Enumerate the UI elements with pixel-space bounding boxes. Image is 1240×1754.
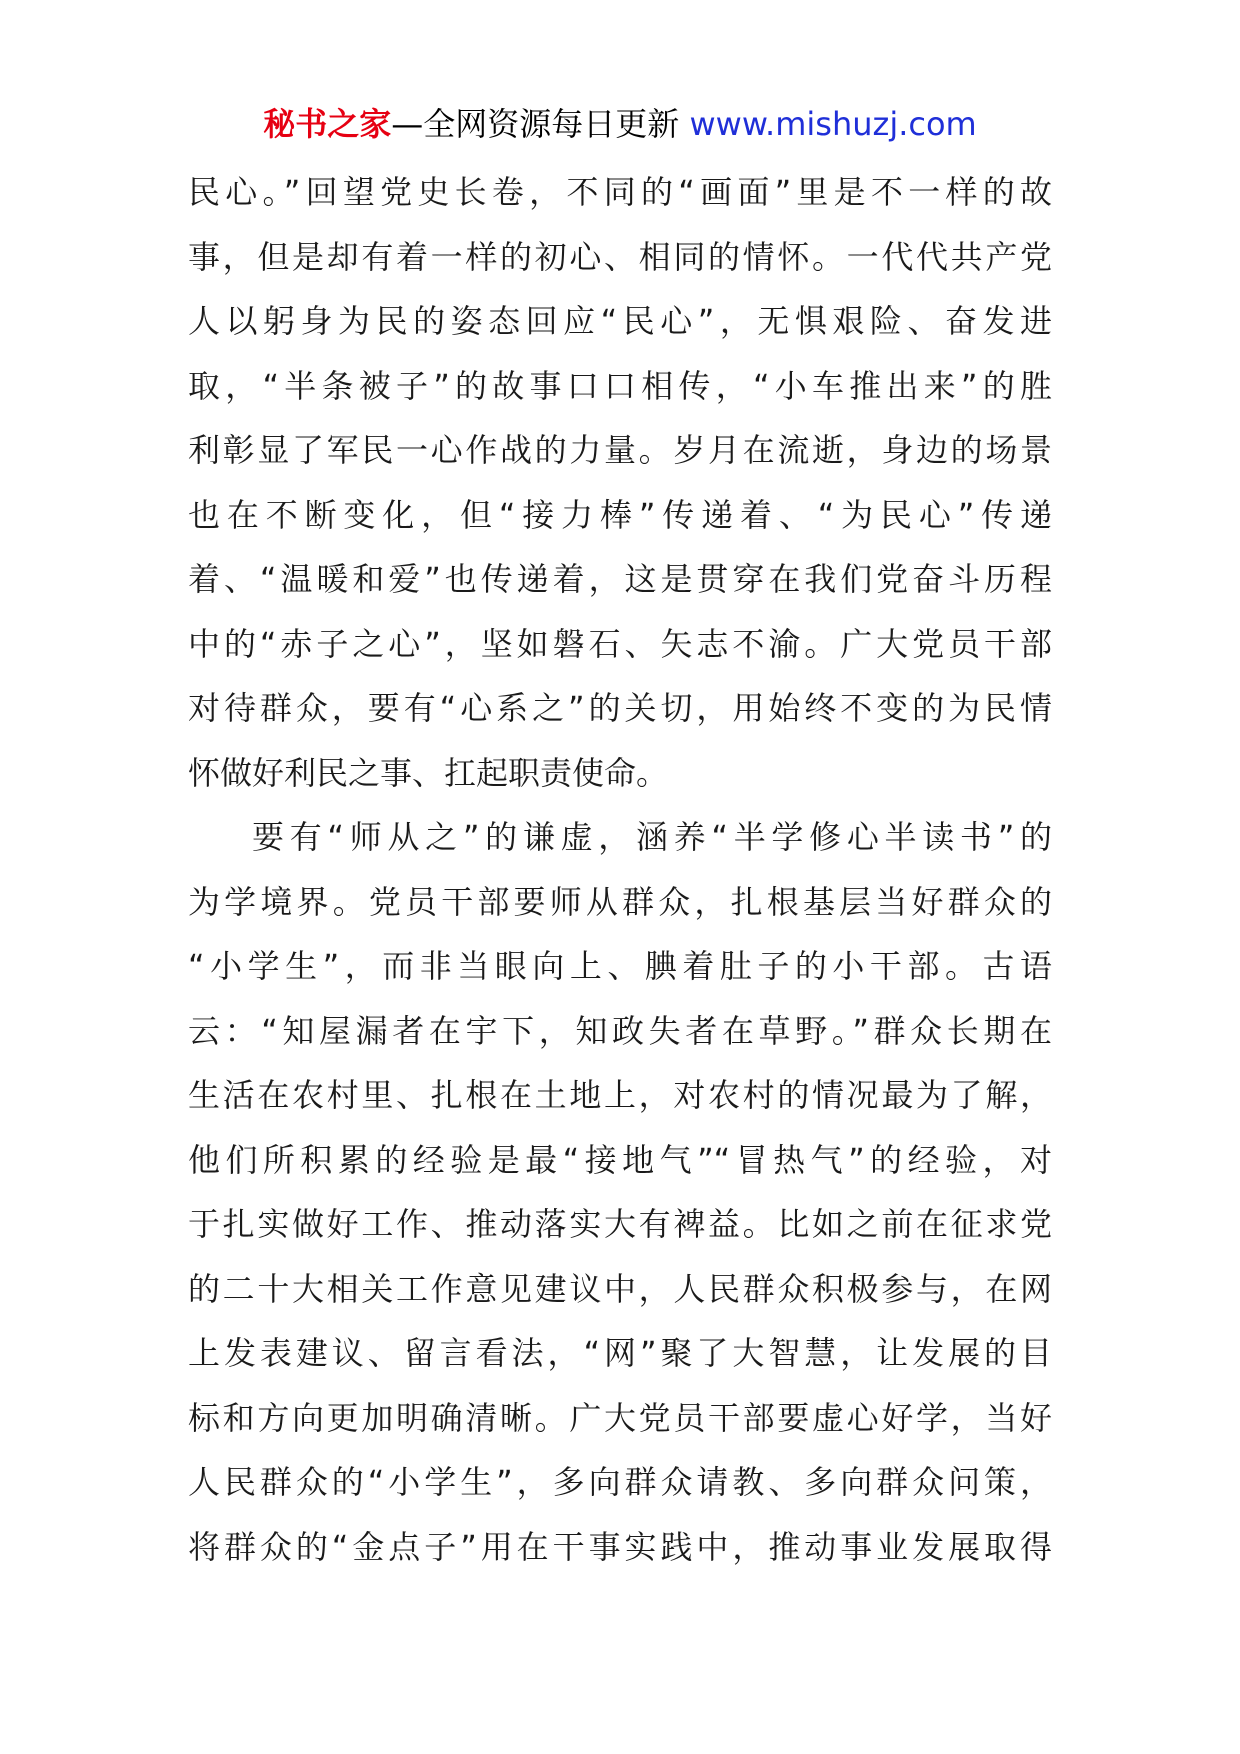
paragraph-2	[188, 805, 1052, 1579]
text-line: 取，“半条被子”的故事口口相传，“小车推出来”的胜	[188, 366, 1052, 405]
text-line: 民心。”回望党史长卷，不同的“画面”里是不一样的故	[188, 173, 1052, 211]
text-line: 要有“师从之”的谦虚，涵养“半学修心半读书”的	[252, 818, 1052, 856]
text-line: 利彰显了军民一心作战的力量。岁月在流逝，身边的场景	[188, 431, 1052, 469]
text-line: 为学境界。党员干部要师从群众，扎根基层当好群众的	[188, 882, 1052, 921]
text-line: “小学生”，而非当眼向上、腆着肚子的小干部。古语	[188, 947, 1052, 985]
text-line: 于扎实做好工作、推动落实大有裨益。比如之前在征求党	[188, 1205, 1052, 1243]
page-header	[0, 100, 1240, 148]
text-line: 事，但是却有着一样的初心、相同的情怀。一代代共产党	[188, 237, 1052, 276]
text-line: 的二十大相关工作意见建议中，人民群众积极参与，在网	[188, 1269, 1052, 1308]
text-line: 着、“温暖和爱”也传递着，这是贯穿在我们党奋斗历程	[188, 560, 1052, 598]
brand-name: 秘书之家	[263, 105, 392, 143]
text-line: 云：“知屋漏者在宇下，知政失者在草野。”群众长期在	[188, 1011, 1052, 1050]
text-line: 也在不断变化，但“接力棒”传递着、“为民心”传递	[188, 495, 1052, 534]
text-line: 标和方向更加明确清晰。广大党员干部要虚心好学，当好	[188, 1398, 1052, 1437]
body-text	[188, 160, 1052, 1579]
header-tagline: —全网资源每日更新	[391, 105, 690, 143]
paragraph-1	[188, 160, 1052, 805]
text-line: 人以躬身为民的姿态回应“民心”，无惧艰险、奋发进	[188, 302, 1052, 340]
text-line: 怀做好利民之事、扛起职责使命。	[188, 753, 669, 792]
text-line: 上发表建议、留言看法，“网”聚了大智慧，让发展的目	[188, 1334, 1052, 1372]
text-line: 将群众的“金点子”用在干事实践中，推动事业发展取得	[188, 1527, 1052, 1566]
text-line: 人民群众的“小学生”，多向群众请教、多向群众问策，	[188, 1463, 1052, 1501]
text-line: 他们所积累的经验是最“接地气”“冒热气”的经验，对	[188, 1140, 1052, 1179]
site-url-link[interactable]: www.mishuzj.com	[689, 105, 977, 143]
text-line: 对待群众，要有“心系之”的关切，用始终不变的为民情	[188, 689, 1052, 727]
text-line: 生活在农村里、扎根在土地上，对农村的情况最为了解，	[188, 1076, 1052, 1114]
text-line: 中的“赤子之心”，坚如磐石、矢志不渝。广大党员干部	[188, 624, 1052, 663]
